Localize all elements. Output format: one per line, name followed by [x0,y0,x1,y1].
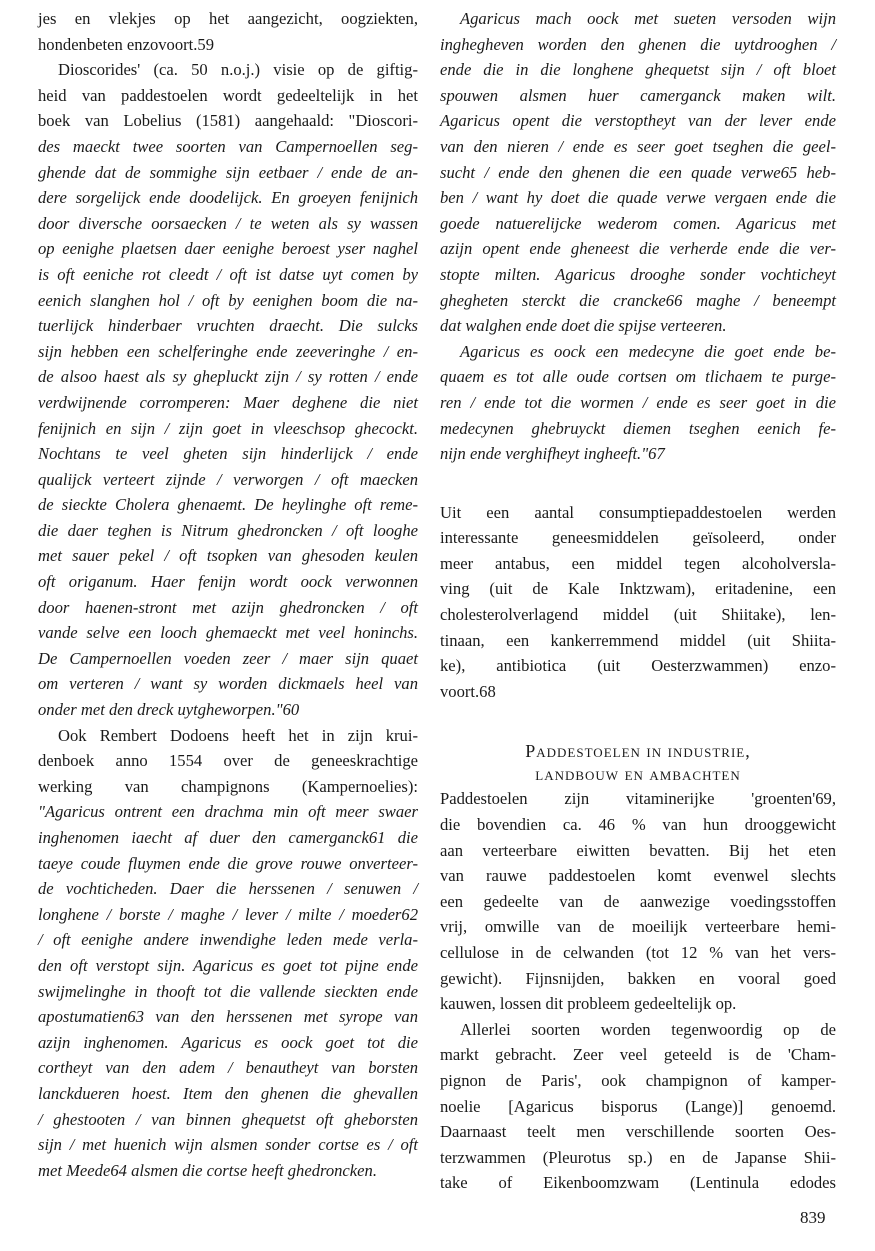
left-column-line: ghende dat de sommighe sijn eetbaer / ende de an- [38,162,418,182]
quote-line: ben / want hy doet die quade verwe vergaen ende die [440,188,836,208]
quote-line: Agaricus opent die verstoptheyt van der lever ende [440,111,836,131]
left-column-line: de sieckte Cholera ghenaemt. De heylinghe oft reme- [38,495,418,515]
industry-line: van rauwe paddestoelen komt evenwel slechts [440,866,836,886]
quote-line: azijn opent ende gheneest die verherde ende die ver- [440,239,836,259]
paragraph-industry [440,786,836,1196]
left-column-line: vande selve een looch ghemaeckt met veel honinchs. [38,623,418,643]
compounds-line: Uit een aantal consumptiepaddestoelen werden [440,502,836,522]
left-column-line: met Meede64 alsmen die cortse heeft ghedroncken. [38,1160,377,1180]
left-column-line: sijn / met huenich wijn alsmen sonder cortse es / oft [38,1135,418,1155]
left-column-line: heid van paddestoelen wordt gedeeltelijk in het [38,85,418,105]
quote-line: sucht / ende den ghenen die een quade verwe65 heb- [440,162,836,182]
section-heading-line1: Paddestoelen in industrie, [525,741,751,762]
left-column-line: Ook Rembert Dodoens heeft het in zijn krui- [58,725,418,745]
right-column [440,6,836,1196]
industry-line: noelie [Agaricus bisporus (Lange)] genoemd. [440,1096,836,1116]
left-column-line: onder met den dreck uytgheworpen."60 [38,700,300,720]
paragraph-compounds [440,500,836,705]
industry-line: een gedeelte van de aanwezige voedingsstoffen [440,891,836,911]
left-column-line: hondenbeten enzovoort.59 [38,34,215,54]
left-column-line: De Campernoellen voeden zeer / maer sijn quaet [38,648,418,668]
left-column-line: de vochticheden. Daer die herssenen / senuwen / [38,879,418,899]
left-column-line: jes en vlekjes op het aangezicht, oogziekten, [38,9,418,28]
left-column-line: om verteren / want sy worden dickmaels heel van [38,674,418,694]
quote-line: ende die in die longhene ghequetst sijn / oft bloet [440,60,836,80]
quote-line: dat walghen ende doet die spijse verteeren. [440,316,727,336]
quote-continuation [440,6,836,467]
left-column-line: apostumatien63 van den herssenen met syrope van [38,1007,418,1027]
quote-line: nijn ende verghifheyt ingheeft."67 [440,444,665,464]
section-heading [440,740,836,786]
left-column-line: tuerlijck hinderbaer vruchten draecht. Die sulcks [38,316,418,336]
quote-line: goede natuerelijcke wederom comen. Agaricus met [440,213,836,233]
quote-line: medecynen ghebruyckt diemen tseghen eenich fe- [440,418,836,438]
left-column-line: door diversche oorsaecken / te weten als sy wassen [38,213,418,233]
compounds-line: ving (uit de Kale Inktzwam), eritadenine, een [440,579,836,599]
left-column-line: den oft verstopt sijn. Agaricus es goet tot pijne ende [38,955,418,975]
industry-line: pignon de Paris', ook champignon of kamper- [440,1070,836,1090]
left-column-line: oft origanum. Haer fenijn wordt oock verwonnen [38,572,418,592]
left-column-line: werking van champignons (Kampernoelies): [38,776,418,796]
left-column-line: / oft eenighe andere inwendighe leden mede verla- [38,930,418,950]
industry-line: Daarnaast teelt men verschillende soorten Oes- [440,1122,836,1142]
compounds-line: interessante geneesmiddelen geïsoleerd, onder [440,528,836,548]
left-column-line: fenijnich en sijn / zijn goet in vleeschsop ghecockt. [38,418,418,438]
quote-line: inghegheven worden den ghenen die uytdrooghen / [440,34,836,54]
left-column-line: eenich slanghen hol / oft by eenighen boom die na- [38,290,418,310]
left-column-line: sijn hebben een schelferinghe ende zeeveringhe / en- [38,341,418,361]
section-heading-line2: landbouw en ambachten [535,764,741,785]
left-column-line: / ghestooten / van binnen ghequetst oft gheborsten [38,1109,418,1129]
industry-line: cellulose in de celwanden (tot 12 % van het vers- [440,943,836,962]
industry-line: aan verteerbare eiwitten bevatten. Bij het eten [440,840,836,860]
quote-line: ghegheten sterckt die crancke66 maghe / beneempt [440,290,836,310]
left-column-line: "Agaricus ontrent een drachma min oft meer swaer [38,802,418,822]
left-column-line: Dioscorides' (ca. 50 n.o.j.) visie op de giftig- [58,60,418,80]
industry-line: Paddestoelen zijn vitaminerijke 'groenten'69, [440,789,836,809]
left-column-line: azijn inghenomen. Agaricus es oock goet tot die [38,1032,418,1052]
left-column-line: des maeckt twee soorten van Campernoellen seg- [38,136,418,156]
left-column-line: denboek anno 1554 over de geneeskrachtige [38,751,418,771]
left-column-line: dere sorgelijck ende doodelijck. En groeyen fenijnich [38,188,418,208]
left-column-line: inghenomen iaecht af duer den camerganck61 die [38,828,418,847]
quote-line: stopte milten. Agaricus drooghe sonder vochticheyt [440,264,836,284]
left-column-line: Nochtans te veel gheten sijn hinderlijck / ende [38,444,418,464]
industry-line: die bovendien ca. 46 % van hun drooggewicht [440,815,836,835]
left-column-line: lanckdueren hoest. Item den ghenen die ghevallen [38,1083,418,1103]
left-column-line: die daer teghen is Nitrum ghedroncken / oft looghe [38,520,418,540]
left-column-line: is oft eeniche rot cleedt / oft ist datse uyt comen by [38,264,418,284]
left-column-line: op eenighe plaetsen daer eenighe beroest yser naghel [38,239,418,259]
compounds-line: ke), antibiotica (uit Oesterzwammen) enzo- [440,656,836,676]
industry-line: take of Eikenboomzwam (Lentinula edodes [440,1173,836,1193]
quote-line: Agaricus mach oock met sueten versoden wijn [460,9,836,28]
compounds-line: voort.68 [440,681,496,701]
quote-line: quaem es tot alle oude cortsen om tlichaem te purge- [440,367,836,387]
left-column [38,6,418,1183]
industry-line: Allerlei soorten worden tegenwoordig op de [460,1019,836,1039]
quote-line: Agaricus es oock een medecyne die goet ende be- [460,341,836,361]
left-column-line: taeye coude fluymen ende die grove rouwe onverteer- [38,853,418,873]
quote-line: ren / ende tot die wormen / ende es seer goet in die [440,392,836,412]
left-column-line: swijmelinghe in thooft tot die vallende sieckten ende [38,981,418,1001]
industry-line: kauwen, lossen dit probleem gedeeltelijk op. [440,994,737,1014]
left-column-line: verdwijnende corromperen: Maer deghene die niet [38,392,418,412]
left-column-line: met sauer pekel / oft tsopken van ghesoden keulen [38,546,418,566]
left-column-line: longhene / borste / maghe / lever / milte / moeder62 [38,904,418,924]
quote-line: van den nieren / ende es seer goet tseghen die geel- [440,136,836,156]
left-column-line: boek van Lobelius (1581) aangehaald: "Dioscori- [38,111,418,131]
quote-line: spouwen alsmen huer camerganck maken wilt. [440,85,836,105]
industry-line: markt gebracht. Zeer veel geteeld is de 'Cham- [440,1045,836,1065]
compounds-line: meer antabus, een middel tegen alcoholversla- [440,553,836,573]
industry-line: terzwammen (Pleurotus sp.) en de Japanse Shii- [440,1147,836,1167]
industry-line: gewicht). Fijnsnijden, bakken en vooral goed [440,968,836,988]
compounds-line: cholesterolverlagend middel (uit Shiitake), len- [440,605,836,625]
left-column-line: door haenen-stront met azijn ghedroncken / oft [38,597,418,617]
left-column-line: cortheyt van den adem / benautheyt van borsten [38,1058,418,1078]
left-column-line: qualijck verteert zijnde / verworgen / oft maecken [38,469,418,489]
industry-line: vrij, omwille van de moeilijk verteerbare hemi- [440,917,836,937]
left-column-line: de alsoo haest als sy ghepluckt zijn / sy rotten / ende [38,367,418,387]
page-number: 839 [800,1208,826,1227]
compounds-line: tinaan, een kankerremmend middel (uit Shiita- [440,630,836,650]
